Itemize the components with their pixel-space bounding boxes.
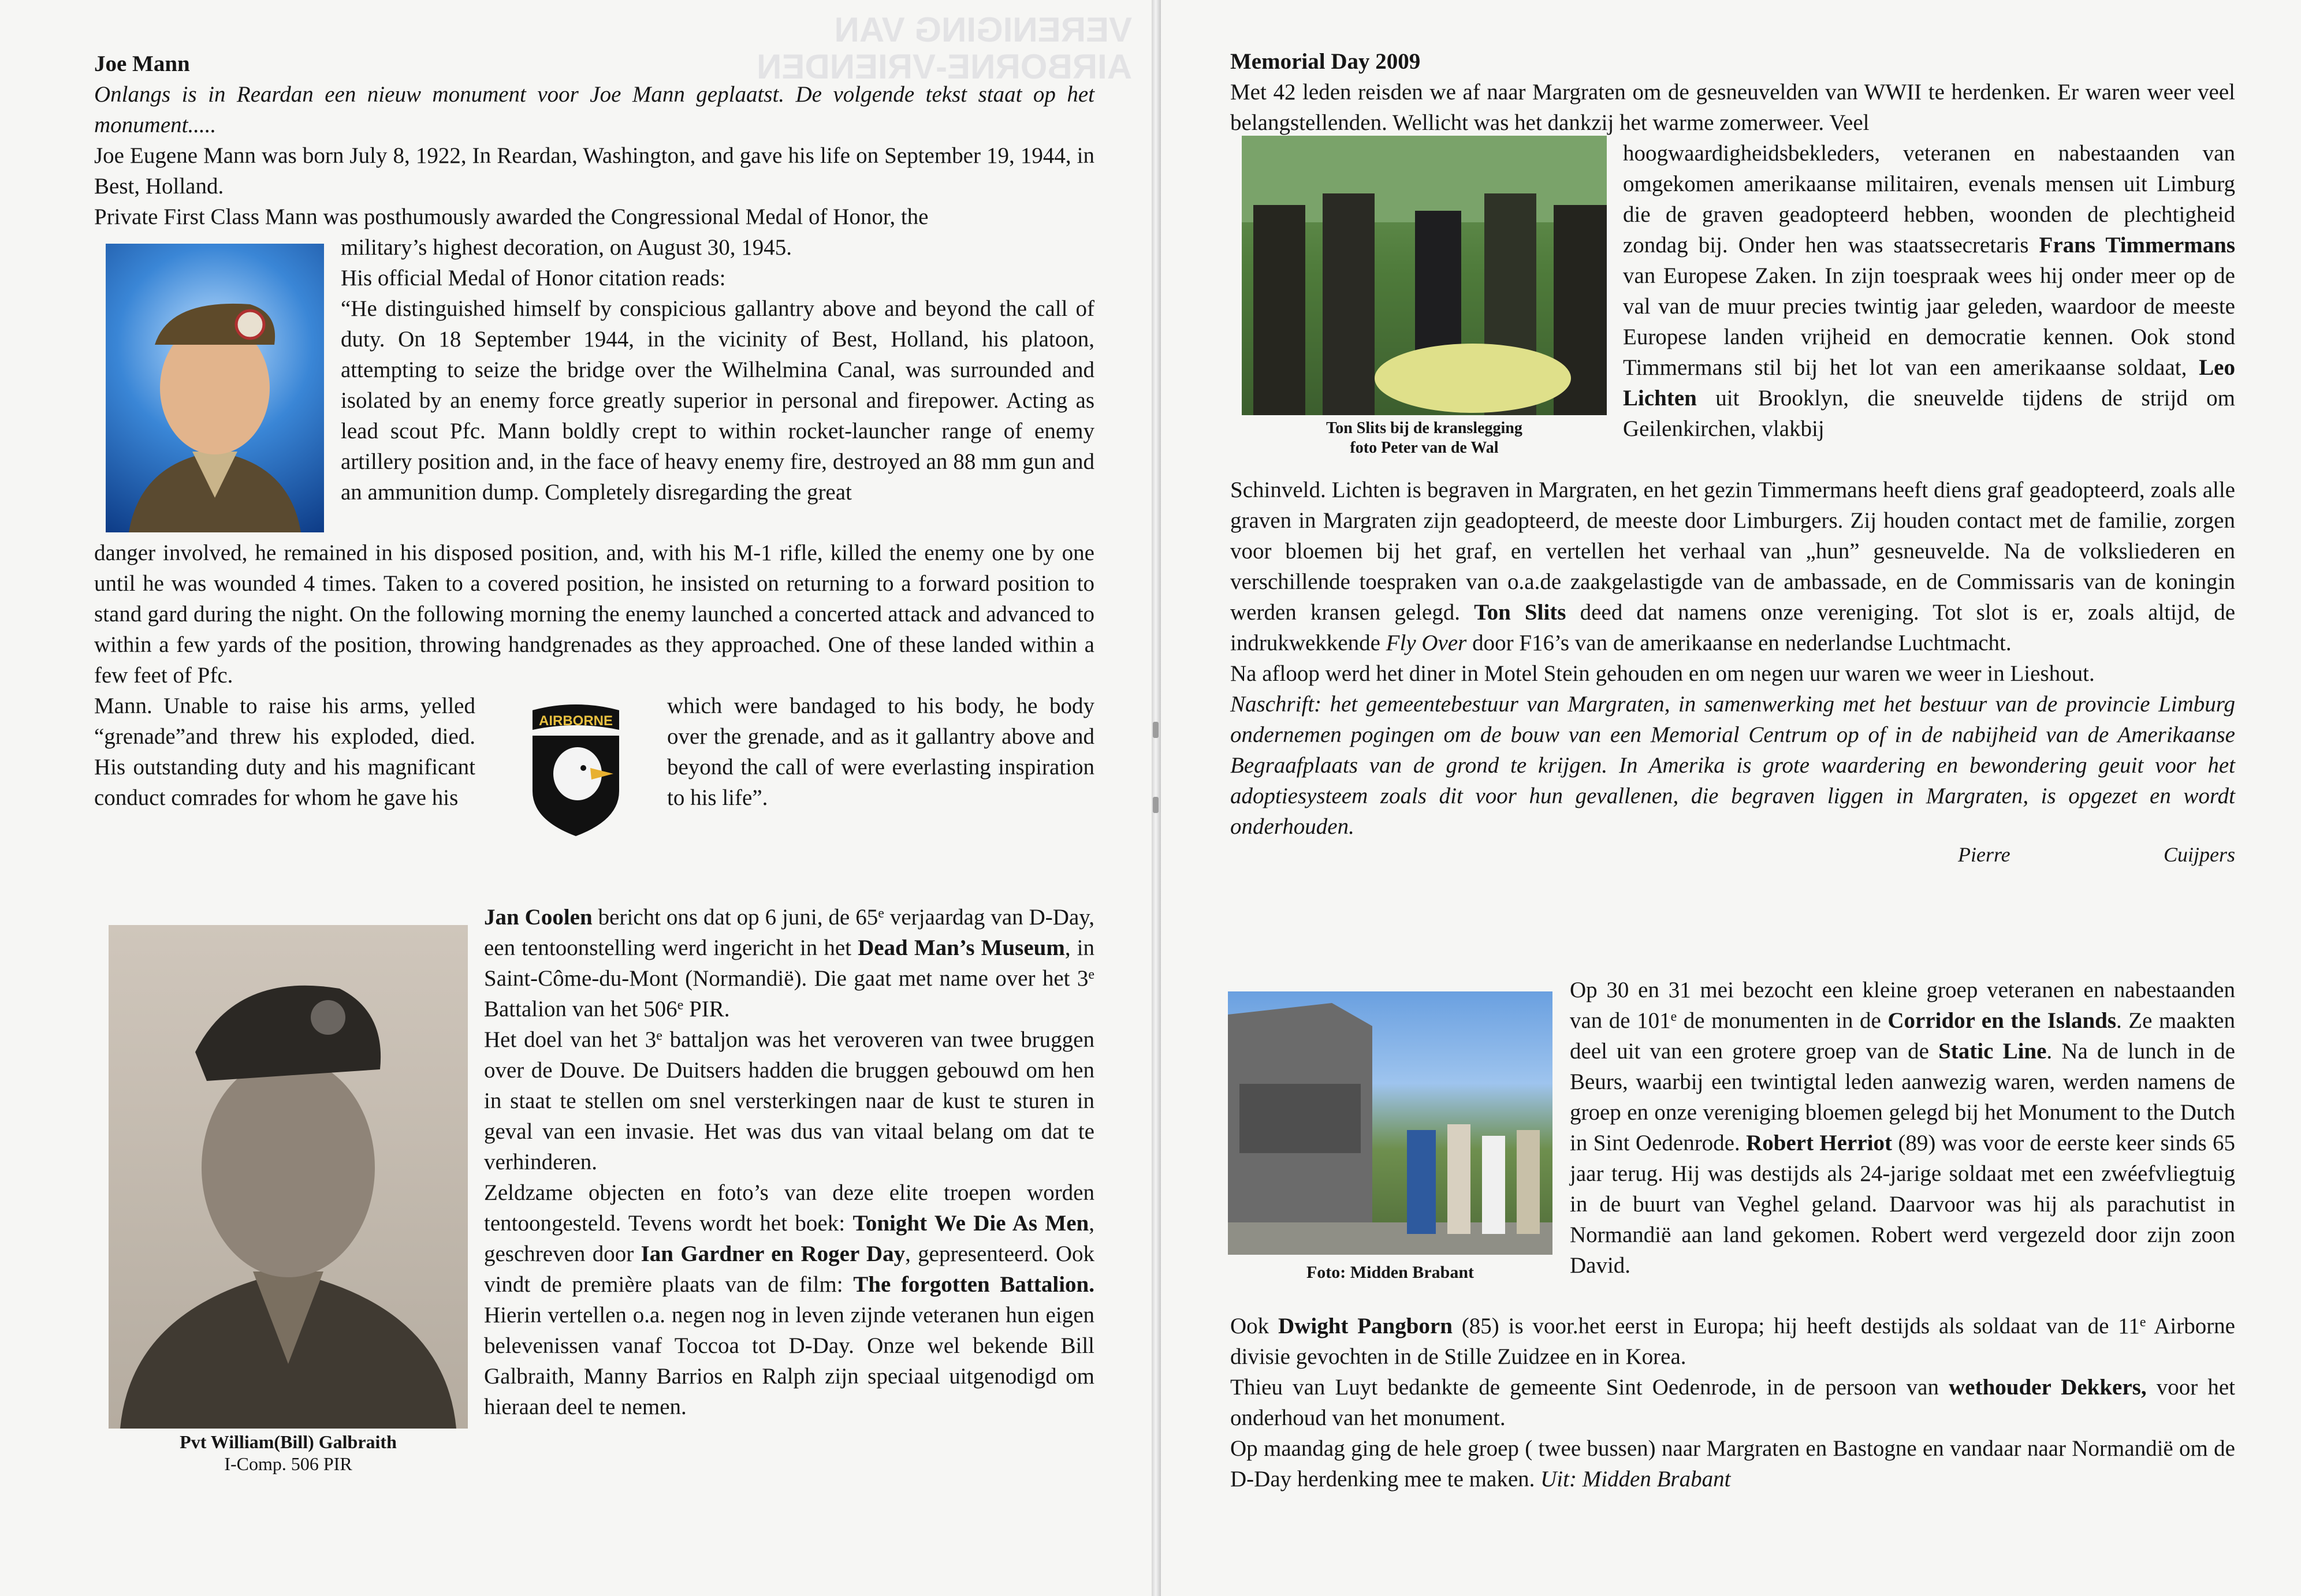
joe-mann-article-top: [94, 49, 1094, 232]
corridor-article-side: Op 30 en 31 mei bezocht een kleine groep veteranen en nabestaanden van de 101e de monumenten in de Corridor en the Islands. Ze maakten deel uit van een grotere groep van de Static Line. Na de lunch in de Beurs, waarbij een twintigtal leden aanwezig waren, werden namens de groep en onze vereniging bloemen gelegd bij het Monument to the Dutch in Sint Oedenrode. Robert Herriot (89) was voor de eerste keer sinds 65 jaar terug. Hij was destijds als 24-jarige soldaat met een zwéefvliegtuig in de buurt van Veghel geland. Daarvoor was hij als parachutist in Normandië aan land gekomen. Robert werd vergezeld door zijn zoon David.: [1570, 978, 2235, 1278]
joe-mann-heading: Joe Mann: [94, 51, 190, 76]
show-through-title: VERENIGING VAN AIRBORNE-VRIENDEN: [757, 10, 1133, 86]
right-page: [1161, 0, 2301, 1596]
memorial-day-side: hoogwaardigheidsbekleders, veteranen en nabestaanden van omgekomen amerikaanse militairen, evenals mensen uit Limburg die de graven geadopteerd hebben, woonden de plechtigheid zondag bij. Onder hen was staatssecretaris Frans Timmermans van Europese Zaken. In zijn toespraak wees hij onder meer op de val van de muur precies twintig jaar geleden, waardoor de meeste Europese landen vrijheid en democratie kennen. Ook stond Timmermans stil bij het lot van een amerikaanse soldaat, Leo Lichten uit Brooklyn, die sneuvelde tijdens de strijd om Geilenkirchen, vlakbij: [1623, 141, 2235, 441]
joe-mann-award-a: Private First Class Mann was posthumously awarded the Congressional Medal of Honor, the: [94, 204, 929, 229]
monument-caption: Foto: Midden Brabant: [1306, 1263, 1474, 1282]
memorial-day-intro: Met 42 leden reisden we af naar Margraten om de gesneuvelden van WWII te herdenken. Er waren weer veel belangstellenden. Wellicht was het dankzij het warme zomerweer. Veel: [1230, 80, 2235, 135]
joe-mann-citation-full: [94, 538, 1094, 691]
monument-scene-icon: [1228, 991, 1552, 1255]
staple: [1153, 797, 1159, 813]
joe-mann-citation-part1: “He distinguished himself by conspicious gallantry above and beyond the call of duty. On 18 September 1944, in the vicinity of Best, Holland, his platoon, attempting to seize the bridge over the Wilhelmina Canal, was surrounded and isolated by an enemy force greatly superior in personal and firepower. Acting as lead scout Pfc. Mann boldly crept to within rocket-launcher range of enemy artillery position and, in the face of heavy enemy fire, destroyed an 88 mm gun and an ammunition dump. Completely disregarding the great: [341, 296, 1094, 505]
joe-mann-citation-left-col: Mann. Unable to raise his arms, yelled “grenade”and threw his exploded, died. His outstanding duty and his magnificant conduct comrades for whom he gave his: [94, 693, 475, 810]
joe-mann-award-b: military’s highest decoration, on August 30, 1945.: [341, 235, 792, 260]
memorial-postscript: Naschrift: het gemeentebestuur van Margraten, in samenwerking met het bestuur van de provincie Limburg ondernemen pogingen om de bouw van een Memorial Centrum op of in de nabijheid van de Amerikaanse Begraafplaats van de grond te krijgen. In Amerika is grote waardering en bewondering geuit voor het adoptiesysteem zoals dit voor hun gevallenen, die begraven liggen in Margraten, is opgezet en wordt onderhouden.: [1230, 692, 2235, 839]
wreath-caption: Ton Slits bij de kranslegging foto Peter van de Wal: [1326, 419, 1522, 457]
jan-coolen-article: Jan Coolen bericht ons dat op 6 juni, de 65e verjaardag van D-Day, een tentoonstelling werd ingericht in het Dead Man’s Museum, in Saint-Côme-du-Mont (Normandië). Die gaat met name over het 3e Battalion van het 506e PIR. Het doel van het 3e battaljon was het veroveren van twee bruggen over de Douve. De Duitsers hadden die bruggen gebouwd om hen in staat te stellen om snel versterkingen naar de kust te sturen in geval van een invasie. Het was dus van vitaal belang om dat te verhinderen. Zeldzame objecten en foto’s van deze elite troepen worden tentoongesteld. Tevens wordt het boek: Tonight We Die As Men, geschreven door Ian Gardner en Roger Day, gepresenteerd. Ook vindt de première plaats van de film: The forgotten Battalion. Hierin vertellen o.a. negen nog in leven zijnde veteranen hun eigen belevenissen vanaf Toccoa tot D-Day. Onze wel bekende Bill Galbraith, Manny Barrios en Ralph zijn speciaal uitgenodigd om hieraan deel te nemen.: [484, 905, 1094, 1419]
joe-mann-citation-part2: danger involved, he remained in his disposed position, and, with his M-1 rifle, killed the enemy one by one until he was wounded 4 times. Taken to a covered position, he insisted on returning to a forward position to stand gard during the night. On the following morning the enemy launched a concerted attack and advanced to within a few yards of the position, throwing handgrenades as they approached. One of these landed within a few feet of Pfc.: [94, 540, 1094, 688]
joe-mann-portrait: [106, 244, 324, 532]
soldier-portrait-icon: [106, 244, 324, 532]
svg-text:AIRBORNE: AIRBORNE: [538, 713, 613, 729]
airborne-patch: [527, 704, 625, 837]
memorial-day-heading: Memorial Day 2009: [1230, 49, 1421, 74]
joe-mann-citation-right-col: which were bandaged to his body, he body over the grenade, and as it gallantry above and beyond the call of were everlasting inspiration to his life”.: [667, 693, 1094, 810]
ceremony-scene-icon: [1242, 136, 1607, 415]
joe-mann-birth: Joe Eugene Mann was born July 8, 1922, In Reardan, Washington, and gave his life on September 19, 1944, in Best, Holland.: [94, 143, 1094, 199]
joe-mann-citation-label: His official Medal of Honor citation reads:: [341, 266, 726, 290]
soldier-portrait-icon: [109, 925, 468, 1429]
joe-mann-intro: Onlangs is in Reardan een nieuw monument voor Joe Mann geplaatst. De volgende tekst staat op het monument.....: [94, 82, 1094, 137]
wreath-ceremony-photo: [1242, 136, 1607, 415]
memorial-day-top: [1230, 46, 2235, 138]
corridor-article-full: Ook Dwight Pangborn (85) is voor.het eerst in Europa; hij heeft destijds als soldaat van de 11e Airborne divisie gevochten in de Stille Zuidzee en in Korea. Thieu van Luyt bedankte de gemeente Sint Oedenrode, in de persoon van wethouder Dekkers, voor het onderhoud van het monument. Op maandag ging de hele groep ( twee bussen) naar Margraten en Bastogne en vandaar naar Normandië om de D-Day herdenking mee te maken. Uit: Midden Brabant: [1230, 1314, 2235, 1491]
joe-mann-citation-side: [341, 232, 1094, 508]
monument-photo: [1228, 991, 1552, 1255]
memorial-day-full: Schinveld. Lichten is begraven in Margraten, en het gezin Timmermans heeft diens graf geadopteerd, zoals alle graven in Margraten zijn geadopteerd, de meeste door Limburgers. Zij houden contact met de familie, zorgen voor bloemen bij het graf, en vertellen het verhaal van „hun” gesneuvelde. Na de volksliederen en verschillende toespraken van o.a.de zaakgelastigde van de ambassade, en de Commissaris van de koningin werden kransen gelegd. Ton Slits deed dat namens onze vereniging. Tot slot is er, zoals altijd, de indrukwekkende Fly Over door F16’s van de amerikaanse en nederlandse Luchtmacht. Na afloop werd het diner in Motel Stein gehouden en om negen uur waren we weer in Lieshout. Naschrift: het gemeentebestuur van Margraten, in samenwerking met het bestuur van de provincie Limburg ondernemen pogingen om de bouw van een Memorial Centrum op of in de nabijheid van de Amerikaanse Begraafplaats van de grond te krijgen. In Amerika is grote waardering en bewondering geuit voor het adoptiesysteem zoals dit voor hun gevallenen, die begraven liggen in Margraten, is opgezet en wordt onderhouden. Pierre Cuijpers: [1230, 478, 2236, 866]
memorial-signature: Pierre Cuijpers: [1958, 843, 2235, 866]
galbraith-portrait: [109, 925, 468, 1429]
galbraith-caption: Pvt William(Bill) Galbraith I-Comp. 506 PIR: [180, 1431, 397, 1474]
airborne-eagle-icon: [527, 704, 625, 837]
staple: [1153, 722, 1159, 738]
